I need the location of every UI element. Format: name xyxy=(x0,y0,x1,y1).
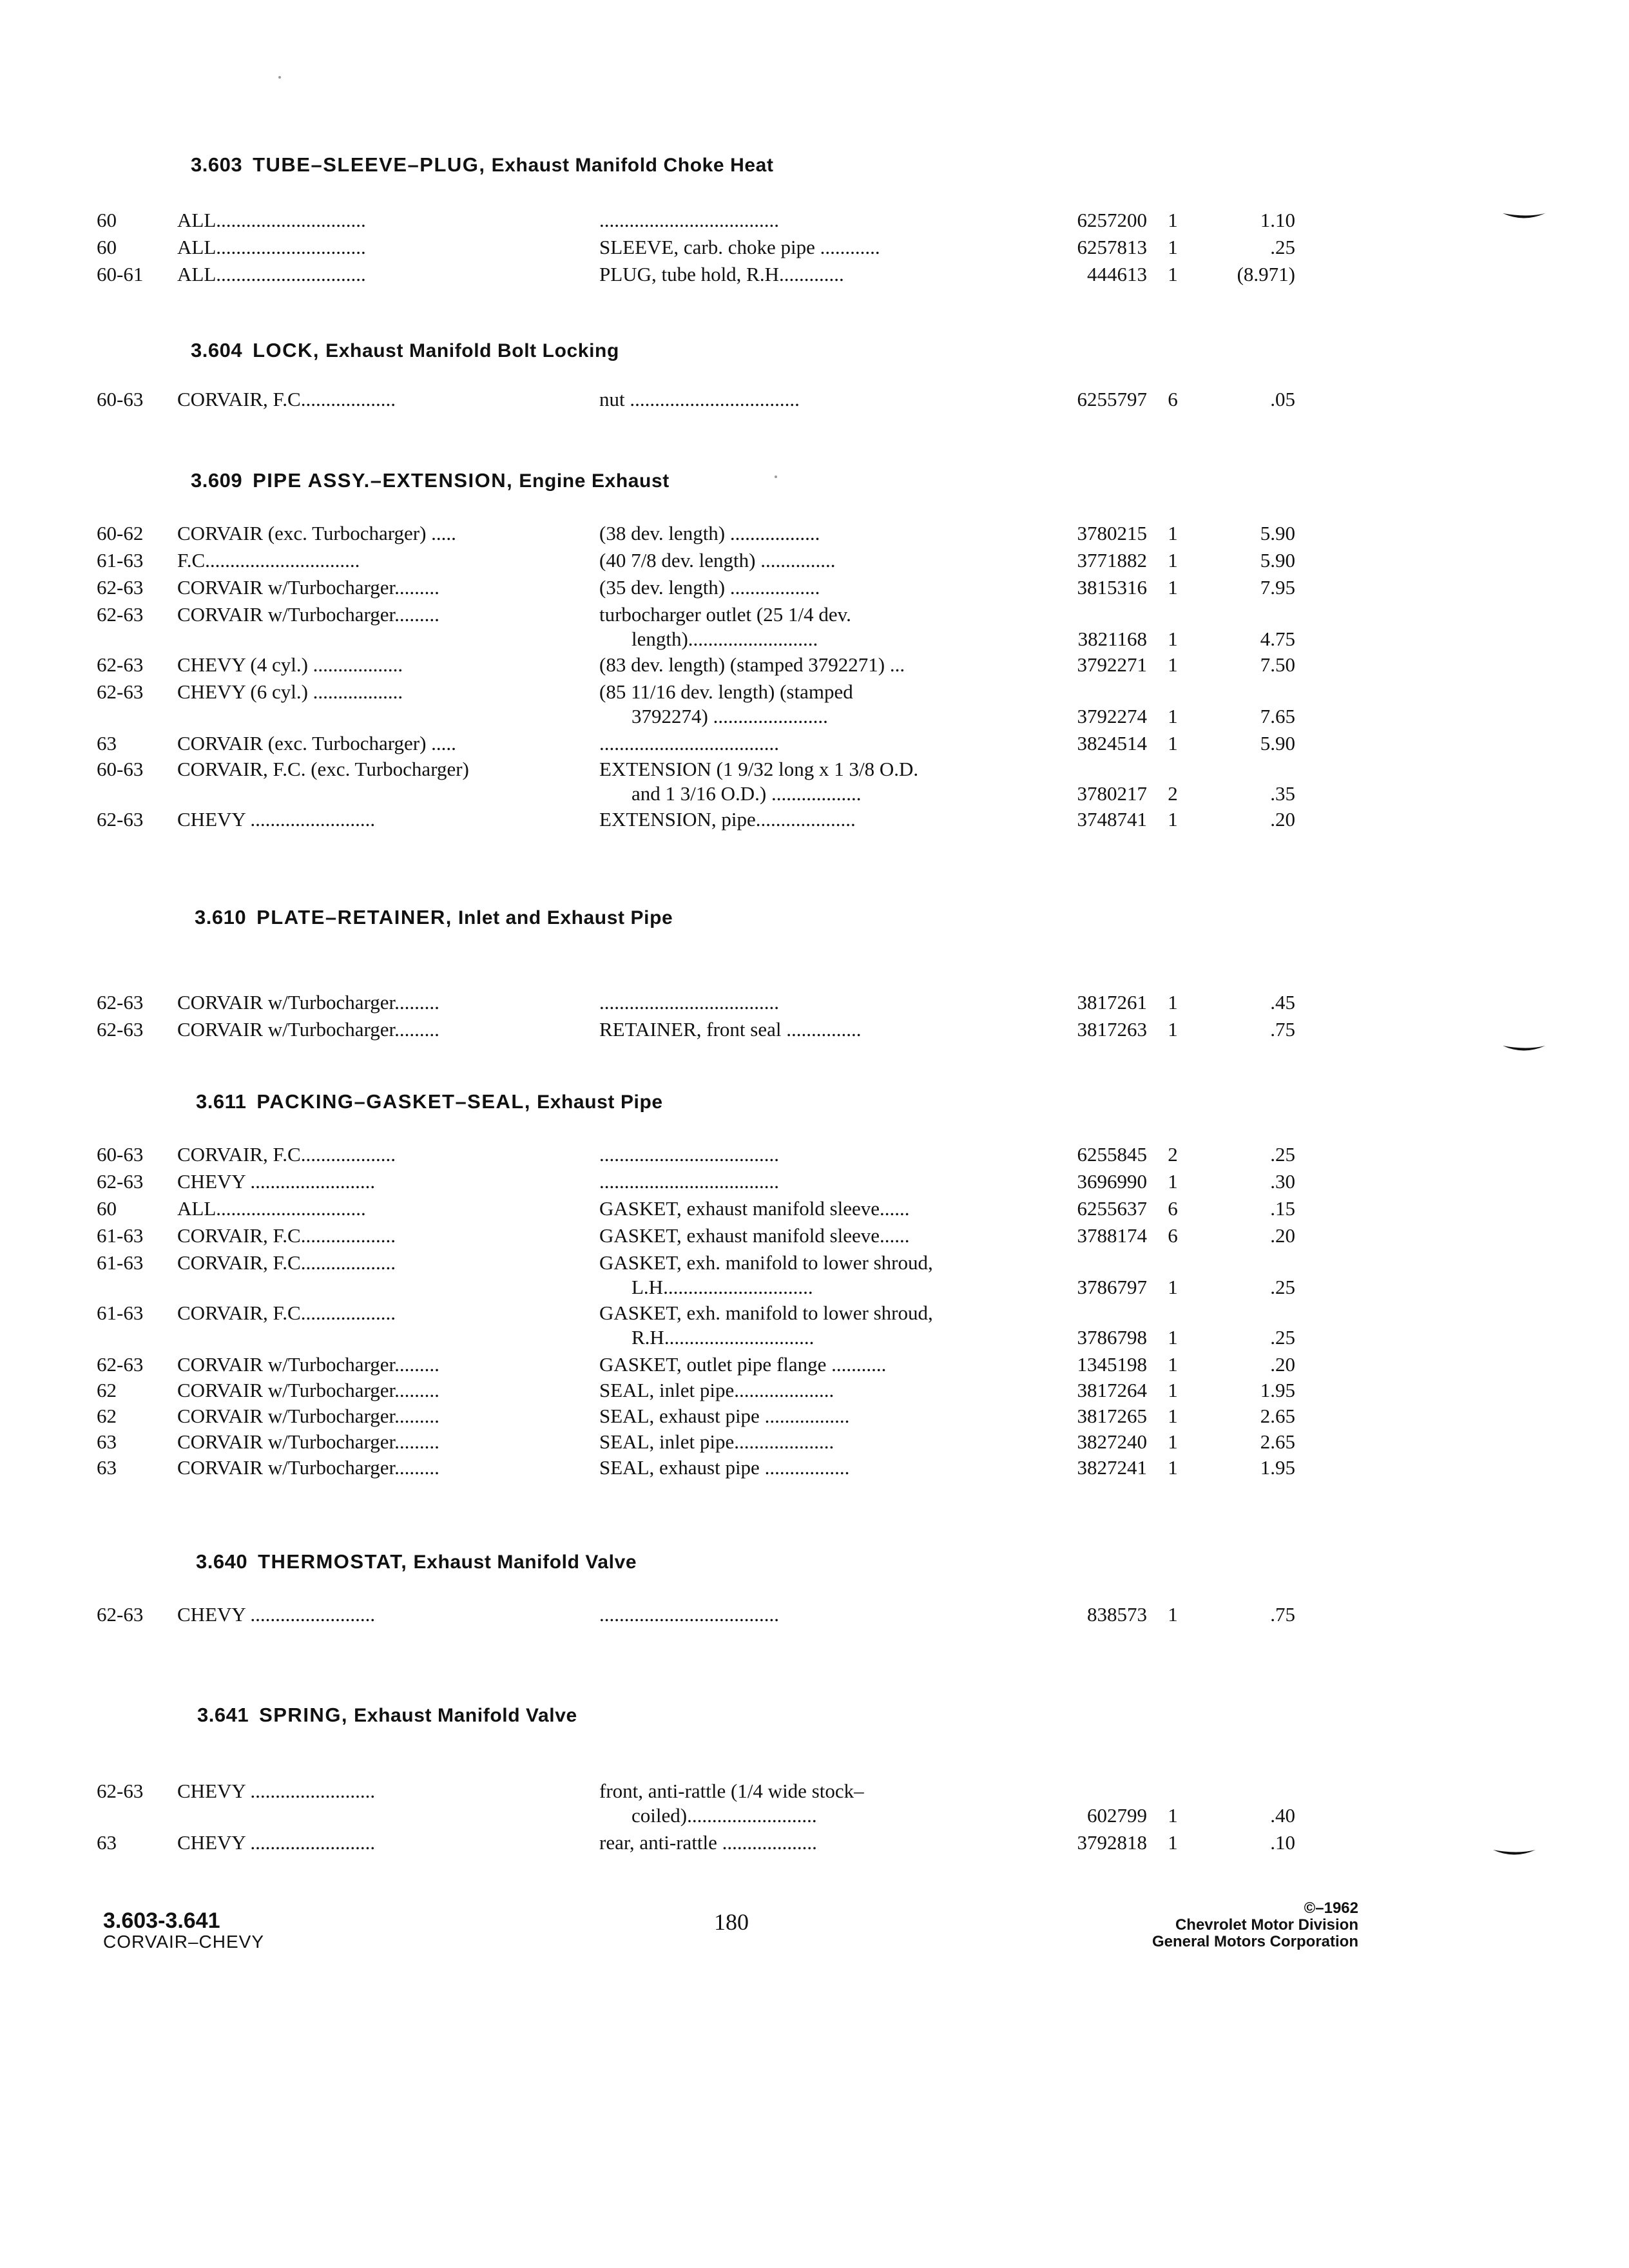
vehicle-model: CORVAIR w/Turbocharger......... xyxy=(177,1353,439,1376)
part-description: SLEEVE, carb. choke pipe ............ xyxy=(599,236,880,258)
section-term: TUBE–SLEEVE–PLUG, xyxy=(253,153,486,176)
vehicle-model: CORVAIR w/Turbocharger......... xyxy=(177,603,439,626)
price: .20 xyxy=(1270,1353,1295,1376)
price: .30 xyxy=(1270,1170,1295,1193)
quantity: 1 xyxy=(1168,628,1178,650)
model-years: 62-63 xyxy=(97,1603,144,1626)
part-description: front, anti-rattle (1/4 wide stock– xyxy=(599,1780,864,1802)
model-years: 61-63 xyxy=(97,1224,144,1247)
section-term: PACKING–GASKET–SEAL, xyxy=(256,1090,531,1113)
model-years: 62-63 xyxy=(97,1170,144,1193)
quantity: 1 xyxy=(1168,1379,1178,1401)
price: .75 xyxy=(1270,1018,1295,1041)
part-description: EXTENSION (1 9/32 long x 1 3/8 O.D. xyxy=(599,758,919,780)
part-description: .................................... xyxy=(599,1143,779,1166)
speck-mark xyxy=(278,76,281,79)
price: .45 xyxy=(1270,991,1295,1014)
part-description: (83 dev. length) (stamped 3792271) ... xyxy=(599,653,905,676)
quantity: 6 xyxy=(1168,388,1178,410)
part-number: 3815316 xyxy=(1077,576,1147,599)
part-description: nut .................................. xyxy=(599,388,800,410)
model-years: 61-63 xyxy=(97,1251,144,1274)
quantity: 1 xyxy=(1168,1276,1178,1298)
vehicle-model: CHEVY ......................... xyxy=(177,1831,376,1854)
model-years: 62-63 xyxy=(97,808,144,831)
quantity: 1 xyxy=(1168,209,1178,231)
quantity: 6 xyxy=(1168,1197,1178,1220)
vehicle-model: CHEVY ......................... xyxy=(177,808,376,831)
part-description: SEAL, exhaust pipe ................. xyxy=(599,1456,850,1479)
section-subtitle: Engine Exhaust xyxy=(519,470,670,492)
part-description: (40 7/8 dev. length) ............... xyxy=(599,549,836,572)
footer-corporation: General Motors Corporation xyxy=(1152,1933,1358,1950)
part-description-continued: coiled).......................... xyxy=(631,1804,817,1827)
part-number: 3817265 xyxy=(1077,1405,1147,1427)
model-years: 62-63 xyxy=(97,1018,144,1041)
model-years: 63 xyxy=(97,732,117,754)
part-description-continued: and 1 3/16 O.D.) .................. xyxy=(631,782,862,805)
quantity: 1 xyxy=(1168,653,1178,676)
section-heading xyxy=(196,1090,663,1113)
part-number: 3824514 xyxy=(1077,732,1147,754)
part-number: 3792274 xyxy=(1077,705,1147,727)
section-term: PLATE–RETAINER, xyxy=(256,906,452,928)
section-heading xyxy=(191,469,670,492)
price: 2.65 xyxy=(1260,1405,1295,1427)
part-number: 6255797 xyxy=(1077,388,1147,410)
price: 1.95 xyxy=(1260,1456,1295,1479)
part-description: GASKET, exh. manifold to lower shroud, xyxy=(599,1302,933,1324)
vehicle-model: CORVAIR w/Turbocharger......... xyxy=(177,1405,439,1427)
quantity: 1 xyxy=(1168,549,1178,572)
footer-label: CORVAIR–CHEVY xyxy=(103,1932,265,1952)
quantity: 1 xyxy=(1168,705,1178,727)
vehicle-model: F.C............................... xyxy=(177,549,360,572)
model-years: 60 xyxy=(97,1197,117,1220)
price: 7.50 xyxy=(1260,653,1295,676)
part-description: GASKET, outlet pipe flange ........... xyxy=(599,1353,887,1376)
section-subtitle: Exhaust Manifold Choke Heat xyxy=(491,155,774,176)
price: .05 xyxy=(1270,388,1295,410)
section-number: 3.610 xyxy=(195,906,247,928)
section-heading xyxy=(196,1550,637,1573)
section-heading xyxy=(197,1704,577,1727)
quantity: 1 xyxy=(1168,1603,1178,1626)
vehicle-model: CORVAIR (exc. Turbocharger) ..... xyxy=(177,522,456,544)
part-number: 3792271 xyxy=(1077,653,1147,676)
vehicle-model: CORVAIR w/Turbocharger......... xyxy=(177,1456,439,1479)
part-number: 838573 xyxy=(1087,1603,1147,1626)
model-years: 62 xyxy=(97,1379,117,1401)
section-number: 3.604 xyxy=(191,339,243,361)
quantity: 1 xyxy=(1168,1326,1178,1349)
part-number: 3786798 xyxy=(1077,1326,1147,1349)
part-description-continued: R.H.............................. xyxy=(631,1326,815,1349)
price: .20 xyxy=(1270,1224,1295,1247)
part-description: .................................... xyxy=(599,991,779,1014)
part-description-continued: length).......................... xyxy=(631,628,818,650)
model-years: 61-63 xyxy=(97,549,144,572)
model-years: 63 xyxy=(97,1831,117,1854)
price: .25 xyxy=(1270,236,1295,258)
part-description: (38 dev. length) .................. xyxy=(599,522,820,544)
model-years: 62-63 xyxy=(97,680,144,703)
model-years: 61-63 xyxy=(97,1302,144,1324)
price: .25 xyxy=(1270,1143,1295,1166)
model-years: 62-63 xyxy=(97,1780,144,1802)
section-term: PIPE ASSY.–EXTENSION, xyxy=(253,469,514,492)
model-years: 60 xyxy=(97,209,117,231)
part-number: 6257200 xyxy=(1077,209,1147,231)
section-subtitle: Exhaust Pipe xyxy=(537,1091,663,1113)
part-description: SEAL, inlet pipe.................... xyxy=(599,1430,834,1453)
part-number: 3827240 xyxy=(1077,1430,1147,1453)
vehicle-model: CORVAIR, F.C................... xyxy=(177,1224,396,1247)
quantity: 1 xyxy=(1168,522,1178,544)
part-description: turbocharger outlet (25 1/4 dev. xyxy=(599,603,851,626)
page-number: 180 xyxy=(714,1909,749,1935)
vehicle-model: ALL.............................. xyxy=(177,236,366,258)
vehicle-model: CORVAIR (exc. Turbocharger) ..... xyxy=(177,732,456,754)
vehicle-model: ALL.............................. xyxy=(177,1197,366,1220)
quantity: 1 xyxy=(1168,263,1178,285)
section-subtitle: Exhaust Manifold Valve xyxy=(354,1705,577,1726)
section-heading xyxy=(191,153,774,177)
price: .25 xyxy=(1270,1276,1295,1298)
vehicle-model: CORVAIR w/Turbocharger......... xyxy=(177,1018,439,1041)
part-description: rear, anti-rattle ................... xyxy=(599,1831,817,1854)
price: .35 xyxy=(1270,782,1295,805)
vehicle-model: CORVAIR w/Turbocharger......... xyxy=(177,1379,439,1401)
footer-division: Chevrolet Motor Division xyxy=(1175,1916,1358,1934)
price: 2.65 xyxy=(1260,1430,1295,1453)
part-number: 6257813 xyxy=(1077,236,1147,258)
quantity: 2 xyxy=(1168,1143,1178,1166)
model-years: 62-63 xyxy=(97,1353,144,1376)
quantity: 1 xyxy=(1168,991,1178,1014)
vehicle-model: CORVAIR, F.C................... xyxy=(177,1143,396,1166)
vehicle-model: CHEVY ......................... xyxy=(177,1603,376,1626)
part-description: .................................... xyxy=(599,732,779,754)
price: .10 xyxy=(1270,1831,1295,1854)
section-subtitle: Exhaust Manifold Valve xyxy=(413,1552,637,1573)
vehicle-model: ALL.............................. xyxy=(177,209,366,231)
part-number: 3817264 xyxy=(1077,1379,1147,1401)
part-description: .................................... xyxy=(599,209,779,231)
price: 4.75 xyxy=(1260,628,1295,650)
model-years: 62-63 xyxy=(97,576,144,599)
section-number: 3.609 xyxy=(191,469,243,492)
quantity: 1 xyxy=(1168,1170,1178,1193)
price: .20 xyxy=(1270,808,1295,831)
vehicle-model: CHEVY (6 cyl.) .................. xyxy=(177,680,403,703)
vehicle-model: CORVAIR w/Turbocharger......... xyxy=(177,1430,439,1453)
model-years: 62-63 xyxy=(97,991,144,1014)
vehicle-model: CORVAIR, F.C................... xyxy=(177,1302,396,1324)
model-years: 62 xyxy=(97,1405,117,1427)
quantity: 1 xyxy=(1168,1831,1178,1854)
part-description: PLUG, tube hold, R.H............. xyxy=(599,263,844,285)
part-number: 6255637 xyxy=(1077,1197,1147,1220)
quantity: 1 xyxy=(1168,1456,1178,1479)
model-years: 60-63 xyxy=(97,388,144,410)
section-heading xyxy=(191,339,619,362)
vehicle-model: ALL.............................. xyxy=(177,263,366,285)
price: .25 xyxy=(1270,1326,1295,1349)
quantity: 1 xyxy=(1168,1430,1178,1453)
part-description: RETAINER, front seal ............... xyxy=(599,1018,862,1041)
model-years: 60-63 xyxy=(97,1143,144,1166)
section-number: 3.641 xyxy=(197,1704,249,1726)
part-description: (35 dev. length) .................. xyxy=(599,576,820,599)
quantity: 1 xyxy=(1168,1353,1178,1376)
part-number: 3748741 xyxy=(1077,808,1147,831)
price: 5.90 xyxy=(1260,549,1295,572)
section-heading xyxy=(195,906,673,929)
margin-mark-bottom xyxy=(1492,1848,1537,1858)
quantity: 1 xyxy=(1168,1018,1178,1041)
section-number: 3.640 xyxy=(196,1550,248,1573)
vehicle-model: CHEVY (4 cyl.) .................. xyxy=(177,653,403,676)
part-number: 3788174 xyxy=(1077,1224,1147,1247)
part-description-continued: 3792274) ....................... xyxy=(631,705,828,727)
part-description: .................................... xyxy=(599,1170,779,1193)
part-description: (85 11/16 dev. length) (stamped xyxy=(599,680,853,703)
part-number: 3780217 xyxy=(1077,782,1147,805)
part-number: 3792818 xyxy=(1077,1831,1147,1854)
part-number: 602799 xyxy=(1087,1804,1147,1827)
vehicle-model: CORVAIR, F.C................... xyxy=(177,388,396,410)
quantity: 2 xyxy=(1168,782,1178,805)
footer-copyright: ©–1962 xyxy=(1304,1899,1358,1917)
quantity: 1 xyxy=(1168,732,1178,754)
quantity: 1 xyxy=(1168,1405,1178,1427)
price: .40 xyxy=(1270,1804,1295,1827)
section-subtitle: Exhaust Manifold Bolt Locking xyxy=(325,340,619,361)
model-years: 62-63 xyxy=(97,603,144,626)
vehicle-model: CORVAIR w/Turbocharger......... xyxy=(177,576,439,599)
price: .75 xyxy=(1270,1603,1295,1626)
part-description-continued: L.H.............................. xyxy=(631,1276,813,1298)
part-description: GASKET, exhaust manifold sleeve...... xyxy=(599,1197,910,1220)
part-number: 3821168 xyxy=(1077,628,1147,650)
part-number: 3817261 xyxy=(1077,991,1147,1014)
margin-mark-middle xyxy=(1501,1044,1547,1054)
price: 1.95 xyxy=(1260,1379,1295,1401)
section-term: THERMOSTAT, xyxy=(258,1550,408,1573)
section-number: 3.611 xyxy=(196,1090,247,1113)
quantity: 1 xyxy=(1168,236,1178,258)
section-term: LOCK, xyxy=(253,339,320,361)
part-number: 3696990 xyxy=(1077,1170,1147,1193)
model-years: 60 xyxy=(97,236,117,258)
part-description: .................................... xyxy=(599,1603,779,1626)
vehicle-model: CORVAIR w/Turbocharger......... xyxy=(177,991,439,1014)
section-term: SPRING, xyxy=(259,1704,349,1726)
quantity: 6 xyxy=(1168,1224,1178,1247)
vehicle-model: CHEVY ......................... xyxy=(177,1780,376,1802)
footer-range: 3.603-3.641 xyxy=(103,1908,220,1933)
price: .15 xyxy=(1270,1197,1295,1220)
section-subtitle: Inlet and Exhaust Pipe xyxy=(458,907,673,928)
vehicle-model: CHEVY ......................... xyxy=(177,1170,376,1193)
model-years: 62-63 xyxy=(97,653,144,676)
part-number: 444613 xyxy=(1087,263,1147,285)
part-number: 3827241 xyxy=(1077,1456,1147,1479)
model-years: 60-61 xyxy=(97,263,144,285)
part-number: 3771882 xyxy=(1077,549,1147,572)
part-number: 3786797 xyxy=(1077,1276,1147,1298)
part-number: 1345198 xyxy=(1077,1353,1147,1376)
price: 7.65 xyxy=(1260,705,1295,727)
model-years: 63 xyxy=(97,1456,117,1479)
price: (8.971) xyxy=(1237,263,1295,285)
speck-mark xyxy=(775,476,777,478)
part-number: 3780215 xyxy=(1077,522,1147,544)
model-years: 60-62 xyxy=(97,522,144,544)
quantity: 1 xyxy=(1168,1804,1178,1827)
part-description: EXTENSION, pipe.................... xyxy=(599,808,856,831)
model-years: 63 xyxy=(97,1430,117,1453)
quantity: 1 xyxy=(1168,576,1178,599)
quantity: 1 xyxy=(1168,808,1178,831)
part-number: 6255845 xyxy=(1077,1143,1147,1166)
model-years: 60-63 xyxy=(97,758,144,780)
vehicle-model: CORVAIR, F.C. (exc. Turbocharger) xyxy=(177,758,469,780)
price: 7.95 xyxy=(1260,576,1295,599)
part-description: GASKET, exhaust manifold sleeve...... xyxy=(599,1224,910,1247)
part-description: SEAL, exhaust pipe ................. xyxy=(599,1405,850,1427)
price: 5.90 xyxy=(1260,732,1295,754)
price: 5.90 xyxy=(1260,522,1295,544)
vehicle-model: CORVAIR, F.C................... xyxy=(177,1251,396,1274)
part-number: 3817263 xyxy=(1077,1018,1147,1041)
part-description: SEAL, inlet pipe.................... xyxy=(599,1379,834,1401)
margin-mark-top xyxy=(1501,211,1547,222)
price: 1.10 xyxy=(1260,209,1295,231)
section-number: 3.603 xyxy=(191,153,243,176)
part-description: GASKET, exh. manifold to lower shroud, xyxy=(599,1251,933,1274)
